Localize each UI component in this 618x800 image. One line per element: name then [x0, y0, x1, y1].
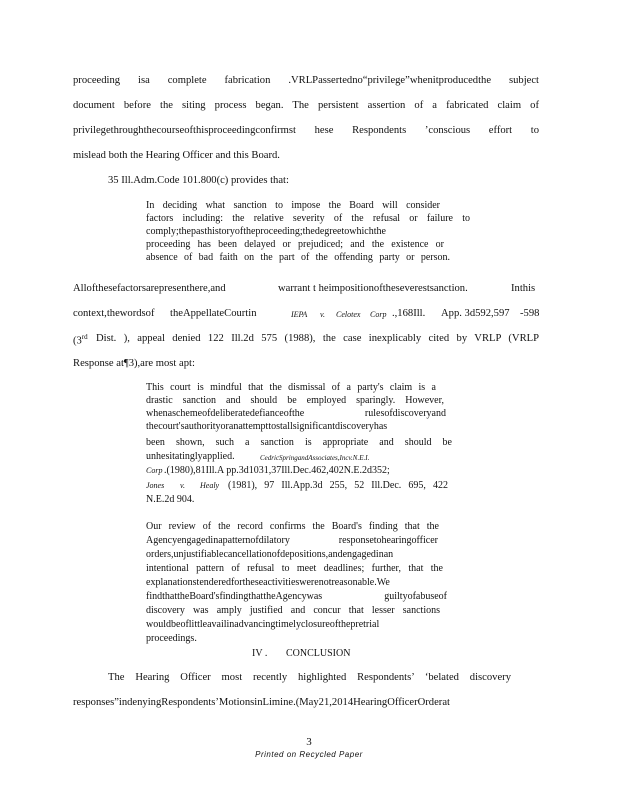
quote-line: findthattheBoard'sfindingthattheAgencywas guiltyofabuseof: [146, 591, 447, 602]
quote-line: wouldbeoflittleavailinadvancingtimelyclosureofthepretrial: [146, 619, 380, 630]
page-number: 3: [306, 736, 312, 748]
body-line: privilegethroughthecourseofthisproceedingconfirmst hese Respondents ’conscious effort to: [73, 125, 539, 136]
body-line: document before the siting process began. The persistent assertion of a fabricated claim of: [73, 100, 539, 111]
case-name: CedricSpringandAssociates,Incv.N.E.I.: [260, 454, 370, 462]
quote-line: intentional pattern of refusal to meet deadlines; further, that the: [146, 563, 443, 574]
quote-line: This court is mindful that the dismissal of a party's claim is a: [146, 382, 436, 393]
body-text: warrant t heimpositionoftheseverestsanction.: [278, 283, 468, 294]
body-text: theAppellateCourtin: [170, 308, 257, 319]
case-name: IEPA: [291, 310, 308, 319]
case-name: Jones: [146, 481, 165, 490]
section-heading: CONCLUSION: [286, 648, 351, 659]
quote-line: (1981), 97 Ill.App.3d 255, 52 Ill.Dec. 695, 422: [228, 480, 448, 491]
superscript: rd: [81, 333, 88, 341]
body-line: proceeding isa complete fabrication .VRLPassertedno“privilege”whenitproducedthe subject: [73, 75, 539, 86]
body-line: mislead both the Hearing Officer and this Board.: [73, 150, 280, 161]
quote-line: N.E.2d 904.: [146, 494, 195, 505]
body-text: Dist. ), appeal denied 122 Ill.2d 575 (1988), the case inexplicably cited by VRLP (VRLP: [96, 333, 539, 344]
body-text: (3: [73, 335, 82, 347]
body-text: Allofthesefactorsarepresenthere,and: [73, 283, 226, 294]
quote-line: Our review of the record confirms the Board's finding that the: [146, 521, 439, 532]
quote-line: factors including: the relative severity of the refusal or failure to: [146, 213, 470, 224]
body-line: responses”indenyingRespondents’MotionsinLimine.(May21,2014HearingOfficerOrderat: [73, 697, 450, 708]
quote-line: thecourt'sauthorityoranattempttostallsignificantdiscoveryhas: [146, 421, 388, 432]
quote-line: .(1980),81Ill.A pp.3d1031,37Ill.Dec.462,402N.E.2d352;: [164, 465, 390, 476]
footer-text: Printed on Recycled Paper: [255, 750, 363, 759]
quote-line: proceeding has been delayed or prejudiced; and the existence or: [146, 239, 444, 250]
quote-line: absence of bad faith on the part of the offending party or person.: [146, 252, 450, 263]
citation-intro: 35 Ill.Adm.Code 101.800(c) provides that:: [108, 175, 289, 186]
section-number: IV .: [252, 648, 268, 659]
quote-line: comply;thepasthistoryoftheproceeding;thedegreetowhichthe: [146, 226, 386, 237]
body-text: Response at¶3),are most apt:: [73, 358, 195, 369]
quote-line: In deciding what sanction to impose the Board will consider: [146, 200, 440, 211]
body-text: [73, 333, 88, 347]
quote-line: unhesitatinglyapplied.: [146, 451, 235, 462]
case-name: v.: [320, 310, 325, 319]
body-text: -598: [520, 308, 540, 319]
quote-line: whenaschemeofdeliberatedefianceofthe rulesofdiscoveryand: [146, 408, 446, 419]
body-text: context,thewordsof: [73, 308, 155, 319]
case-name: Celotex: [336, 310, 361, 319]
quote-line: Agencyengagedinapatternofdilatory responsetohearingofficer: [146, 535, 438, 546]
quote-line: proceedings.: [146, 633, 197, 644]
quote-line: drastic sanction and should be employed sparingly. However,: [146, 395, 444, 406]
quote-line: been shown, such a sanction is appropriate and should be: [146, 437, 452, 448]
case-name: v.: [180, 481, 185, 490]
body-text: .,168Ill.: [392, 308, 426, 319]
body-text: Inthis: [511, 283, 536, 294]
quote-line: orders,unjustifiablecancellationofdepositions,andengagedinan: [146, 549, 394, 560]
quote-line: discovery was amply justified and concur that lesser sanctions: [146, 605, 440, 616]
body-text: App. 3d592,597: [441, 308, 510, 319]
quote-line: explanationstenderedfortheseactivitieswerenotreasonable.We: [146, 577, 390, 588]
case-name: Corp: [370, 310, 387, 319]
case-name: Healy: [200, 481, 220, 490]
case-name: Corp: [146, 466, 163, 475]
body-line: The Hearing Officer most recently highlighted Respondents’ ‘belated discovery: [108, 672, 511, 683]
